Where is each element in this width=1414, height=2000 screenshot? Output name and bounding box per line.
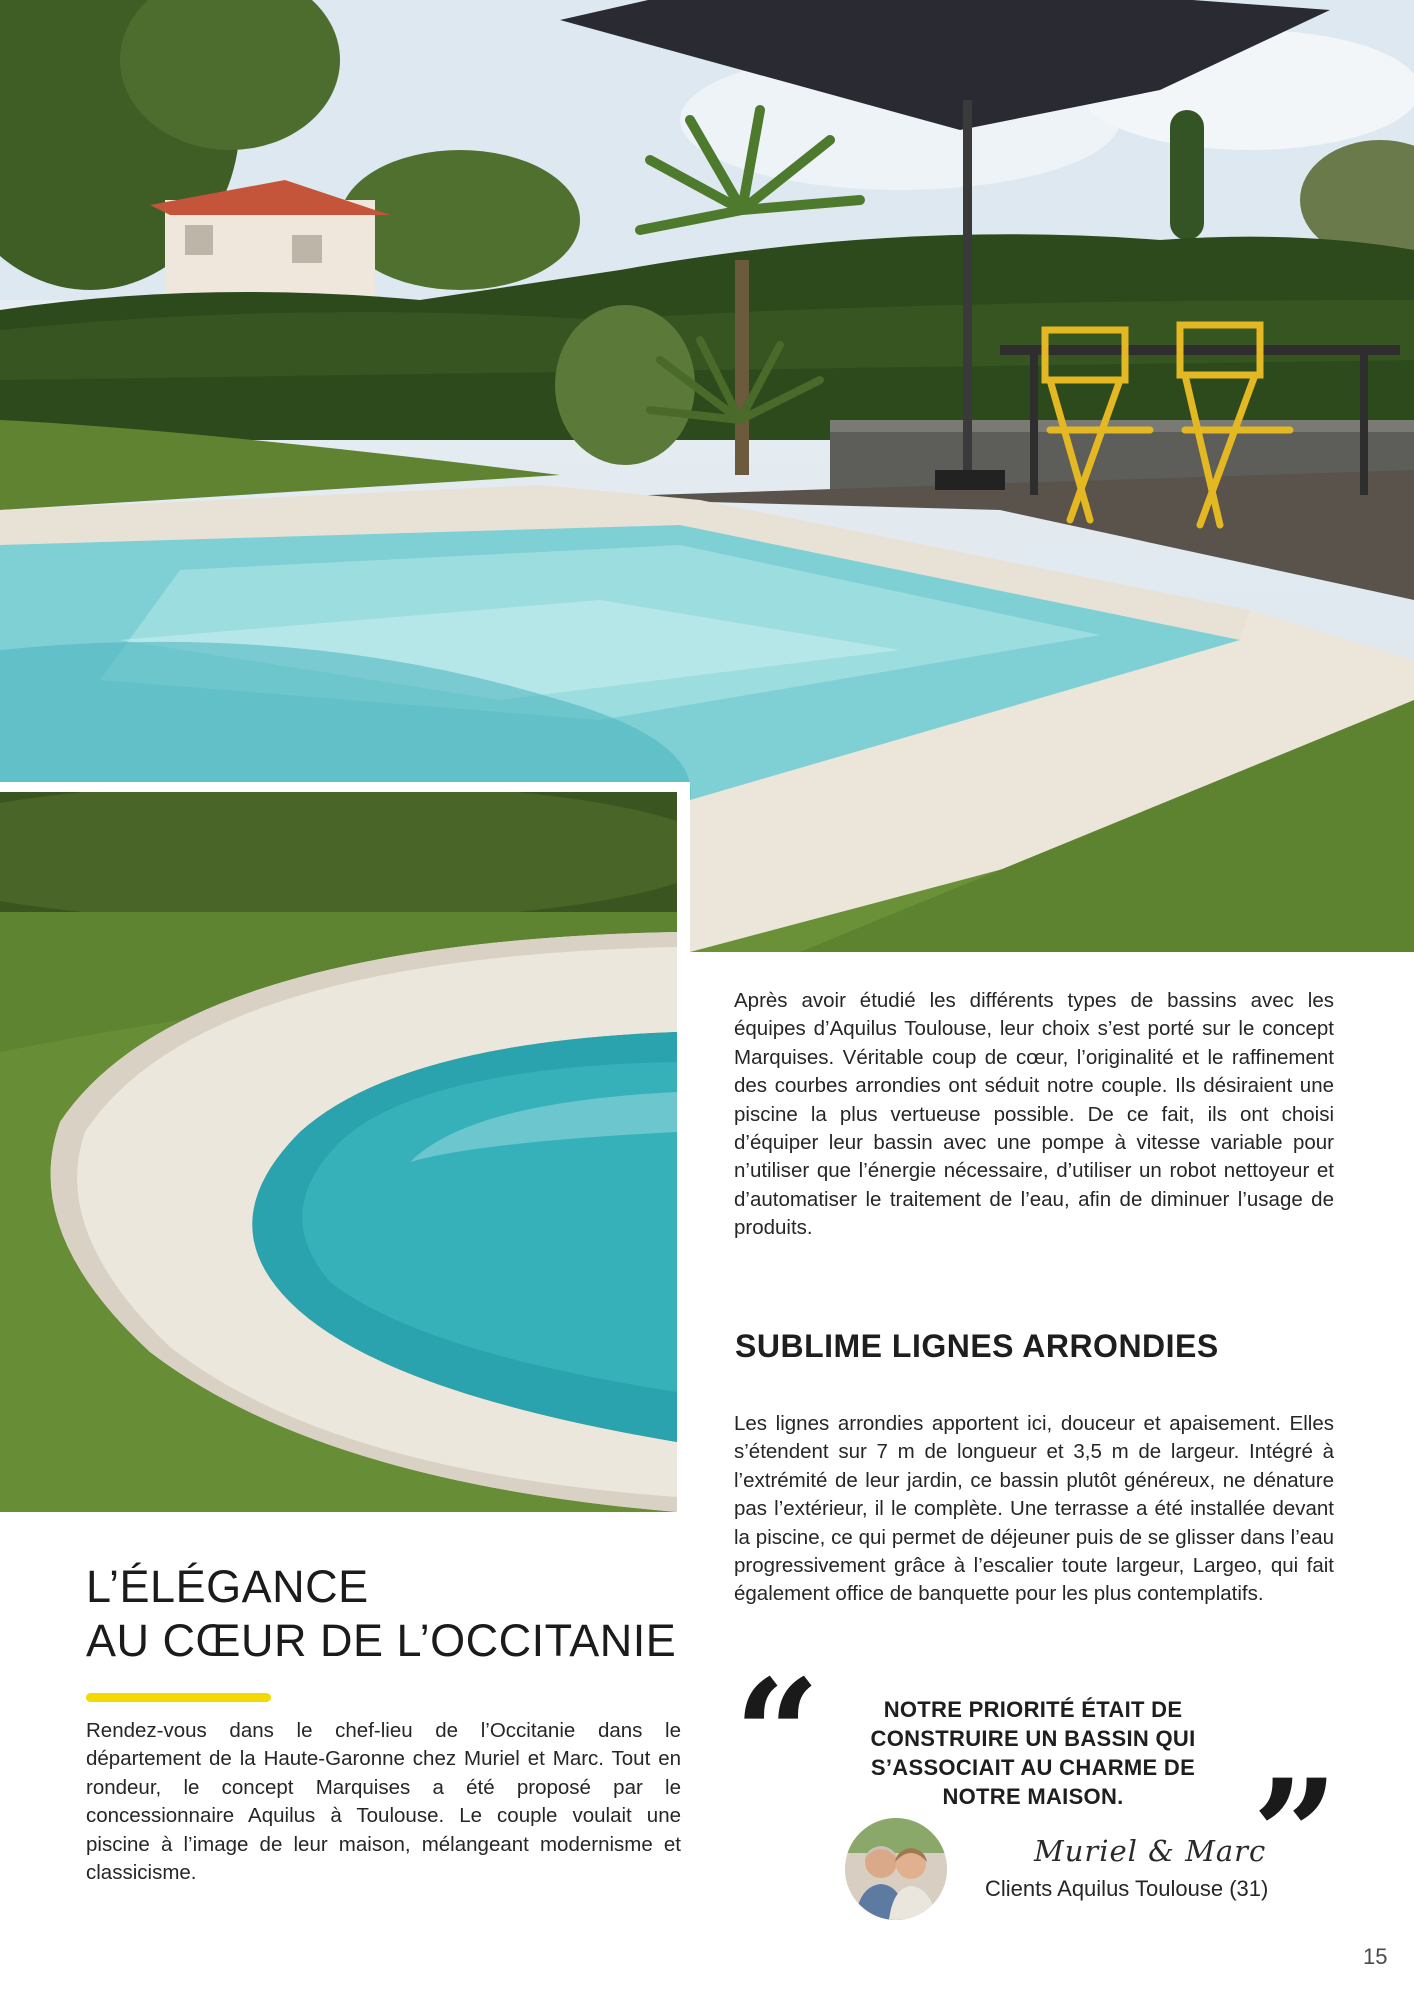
- quote-attribution: Clients Aquilus Toulouse (31): [985, 1876, 1269, 1901]
- couple-portrait-illustration: [845, 1818, 947, 1920]
- page-number: 15: [1363, 1944, 1388, 1969]
- open-quote-icon: “: [734, 1660, 821, 1780]
- inset-photo-pool-curve: [0, 782, 690, 1512]
- accent-divider: [86, 1693, 271, 1702]
- intro-paragraph: Après avoir étudié les différents types de bassins avec les équipes d’Aquilus Toulouse, leur choix s’est porté sur le concept Marquises. Véritable coup de cœur, l’originalité et le raffinement des courbes arrondies ont séduit notre couple. Ils désiraient une piscine la plus vertueuse possible. De ce fait, ils ont choisi d’équiper leur bassin avec une pompe à vitesse variable pour n’utiliser que l’énergie nécessaire, d’utiliser un robot nettoyeur et d’automatiser le traitement de l’eau, afin de diminuer l’usage de produits.: [734, 989, 1334, 1240]
- curved-coping-illustration: [0, 792, 677, 1512]
- pull-quote: NOTRE PRIORITÉ ÉTAIT DE CONSTRUIRE UN BASSIN QUI S’ASSOCIAIT AU CHARME DE NOTRE MAISON.: [870, 1697, 1196, 1809]
- lead-paragraph: Rendez-vous dans le chef-lieu de l’Occitanie dans le département de la Haute-Garonne chez Muriel et Marc. Tout en rondeur, le concept Marquises a été proposé par le concessionnaire Aquilus à Toulouse. Le couple voulait une piscine à l’image de leur maison, mélangeant modernisme et classicisme.: [86, 1719, 681, 1885]
- article-title: [86, 1560, 676, 1668]
- quote-signature: Muriel & Marc: [1034, 1834, 1267, 1868]
- close-quote-icon: ”: [1252, 1760, 1339, 1880]
- title-line-2: AU CŒUR DE L’OCCITANIE: [86, 1615, 677, 1666]
- title-line-1: L’ÉLÉGANCE: [86, 1561, 369, 1612]
- section-subheading: SUBLIME LIGNES ARRONDIES: [735, 1328, 1219, 1364]
- client-avatar: [845, 1818, 947, 1920]
- second-paragraph: Les lignes arrondies apportent ici, douceur et apaisement. Elles s’étendent sur 7 m de longueur et 3,5 m de largeur. Intégré à l’extrémité de leur jardin, ce bassin plutôt généreux, ne dénature pas l’extérieur, il le complète. Une terrasse a été installée devant la piscine, ce qui permet de déjeuner puis de se glisser dans l’eau progressivement grâce à l’escalier toute largeur, Largeo, qui fait également office de banquette pour les plus contemplatifs.: [734, 1412, 1334, 1606]
